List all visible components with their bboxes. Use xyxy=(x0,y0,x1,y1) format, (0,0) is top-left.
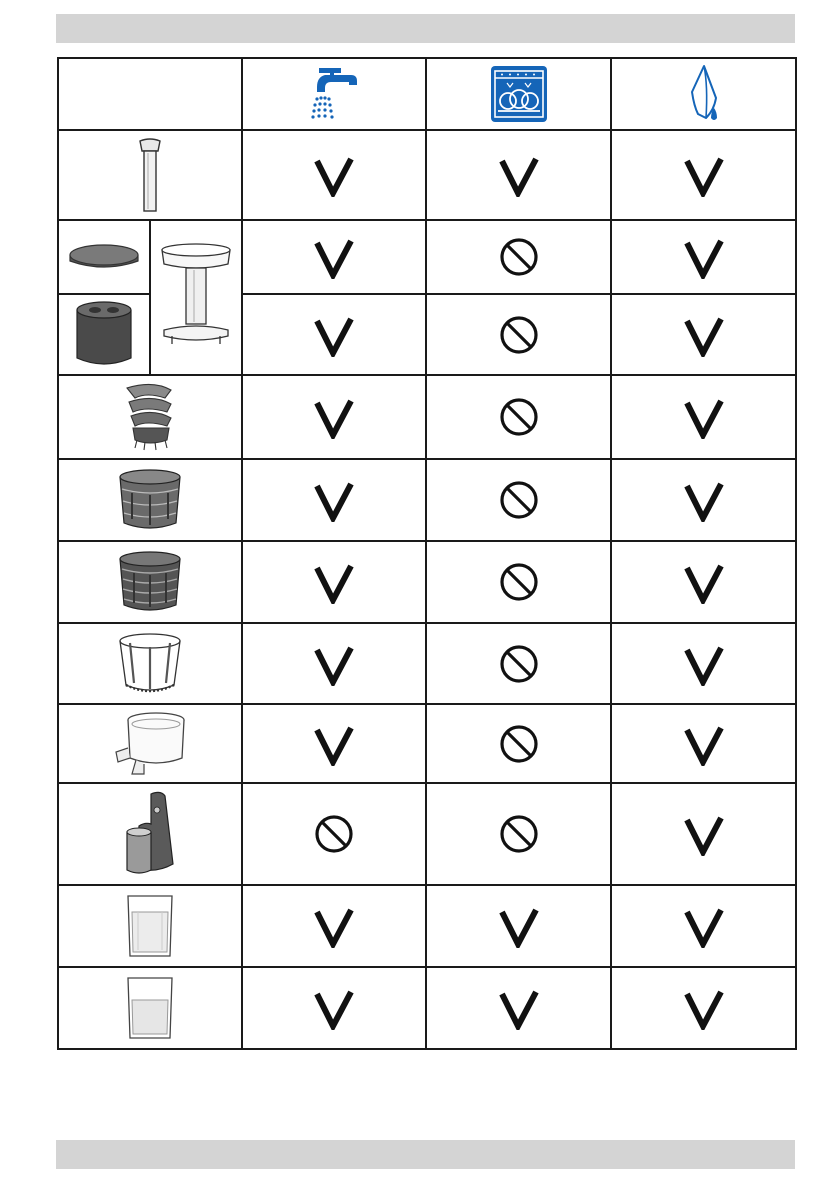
check-mark-icon xyxy=(312,153,356,197)
prohibited-icon xyxy=(497,722,541,766)
feeding-tube-stand-icon xyxy=(154,238,238,358)
cloth-mark-cell xyxy=(611,704,796,783)
dishwasher-mark-cell xyxy=(426,375,611,459)
chute-cylinder-icon xyxy=(69,298,139,372)
part-cell xyxy=(58,375,242,459)
juicing-bowl-icon xyxy=(108,708,192,780)
check-mark-icon xyxy=(312,642,356,686)
check-mark-icon xyxy=(682,235,726,279)
dishwasher-mark-cell xyxy=(426,783,611,885)
part-cell xyxy=(58,623,242,704)
cloth-mark-cell xyxy=(611,130,796,220)
part-cell xyxy=(58,885,242,967)
check-mark-icon xyxy=(682,478,726,522)
check-mark-icon xyxy=(682,986,726,1030)
table-row xyxy=(58,459,796,541)
part-cell xyxy=(58,130,242,220)
tap-mark-cell xyxy=(242,459,426,541)
tap-mark-cell xyxy=(242,623,426,704)
dishwasher-icon xyxy=(490,65,548,123)
part-cell xyxy=(58,704,242,783)
tap-mark-cell xyxy=(242,783,426,885)
table-row xyxy=(58,220,796,294)
dishwasher-mark-cell xyxy=(426,459,611,541)
header-band xyxy=(56,14,795,43)
cloth-mark-cell xyxy=(611,623,796,704)
tap-wash-icon xyxy=(299,63,369,125)
auger-icon xyxy=(113,380,187,454)
check-mark-icon xyxy=(312,722,356,766)
dishwasher-mark-cell xyxy=(426,967,611,1049)
cloth-mark-cell xyxy=(611,375,796,459)
lid-disc-icon xyxy=(64,237,144,277)
coarse-strainer-icon xyxy=(112,547,188,617)
dishwasher-mark-cell xyxy=(426,541,611,623)
check-mark-icon xyxy=(682,153,726,197)
part-cell xyxy=(58,220,150,294)
cleaning-table xyxy=(57,57,797,1050)
tap-mark-cell xyxy=(242,375,426,459)
dishwasher-mark-cell xyxy=(426,220,611,294)
prohibited-icon xyxy=(497,560,541,604)
check-mark-icon xyxy=(312,313,356,357)
cloth-mark-cell xyxy=(611,783,796,885)
cloth-mark-cell xyxy=(611,541,796,623)
cloth-mark-cell xyxy=(611,294,796,375)
table-row xyxy=(58,704,796,783)
prohibited-icon xyxy=(497,642,541,686)
check-mark-icon xyxy=(312,560,356,604)
tap-mark-cell xyxy=(242,885,426,967)
check-mark-icon xyxy=(312,904,356,948)
check-mark-icon xyxy=(682,642,726,686)
check-mark-icon xyxy=(312,478,356,522)
table-row xyxy=(58,130,796,220)
header-blank-cell xyxy=(58,58,242,130)
tap-mark-cell xyxy=(242,541,426,623)
prohibited-icon xyxy=(497,478,541,522)
check-mark-icon xyxy=(682,904,726,948)
prohibited-icon xyxy=(497,235,541,279)
part-cell xyxy=(58,459,242,541)
header-tap-cell xyxy=(242,58,426,130)
cloth-mark-cell xyxy=(611,885,796,967)
part-cell xyxy=(58,294,150,375)
dishwasher-mark-cell xyxy=(426,704,611,783)
prohibited-icon xyxy=(497,812,541,856)
check-mark-icon xyxy=(497,153,541,197)
motor-base-icon xyxy=(115,788,185,880)
part-cell xyxy=(58,541,242,623)
tap-mark-cell xyxy=(242,967,426,1049)
tap-mark-cell xyxy=(242,294,426,375)
check-mark-icon xyxy=(497,986,541,1030)
check-mark-icon xyxy=(497,904,541,948)
tap-mark-cell xyxy=(242,130,426,220)
dishwasher-mark-cell xyxy=(426,130,611,220)
check-mark-icon xyxy=(312,235,356,279)
cloth-mark-cell xyxy=(611,967,796,1049)
check-mark-icon xyxy=(312,395,356,439)
pulp-cup-icon xyxy=(118,972,182,1044)
table-row xyxy=(58,967,796,1049)
table-row xyxy=(58,783,796,885)
part-cell xyxy=(58,967,242,1049)
check-mark-icon xyxy=(682,313,726,357)
cloth-mark-cell xyxy=(611,459,796,541)
check-mark-icon xyxy=(682,395,726,439)
cloth-wipe-icon xyxy=(684,62,724,126)
header-cloth-cell xyxy=(611,58,796,130)
prohibited-icon xyxy=(497,395,541,439)
header-dishwasher-cell xyxy=(426,58,611,130)
fine-strainer-icon xyxy=(112,465,188,535)
tap-mark-cell xyxy=(242,220,426,294)
prohibited-icon xyxy=(497,313,541,357)
footer-band xyxy=(56,1140,795,1169)
table-row xyxy=(58,623,796,704)
tap-mark-cell xyxy=(242,704,426,783)
check-mark-icon xyxy=(682,560,726,604)
rotating-brush-icon xyxy=(112,629,188,699)
table-row xyxy=(58,375,796,459)
dishwasher-mark-cell xyxy=(426,623,611,704)
check-mark-icon xyxy=(682,812,726,856)
header-row xyxy=(58,58,796,130)
prohibited-icon xyxy=(312,812,356,856)
check-mark-icon xyxy=(312,986,356,1030)
table-row xyxy=(58,541,796,623)
dishwasher-mark-cell xyxy=(426,885,611,967)
table-row xyxy=(58,885,796,967)
pusher-icon xyxy=(130,135,170,215)
part-cell xyxy=(58,783,242,885)
part-cell xyxy=(150,220,242,375)
check-mark-icon xyxy=(682,722,726,766)
juice-cup-icon xyxy=(118,890,182,962)
dishwasher-mark-cell xyxy=(426,294,611,375)
cloth-mark-cell xyxy=(611,220,796,294)
